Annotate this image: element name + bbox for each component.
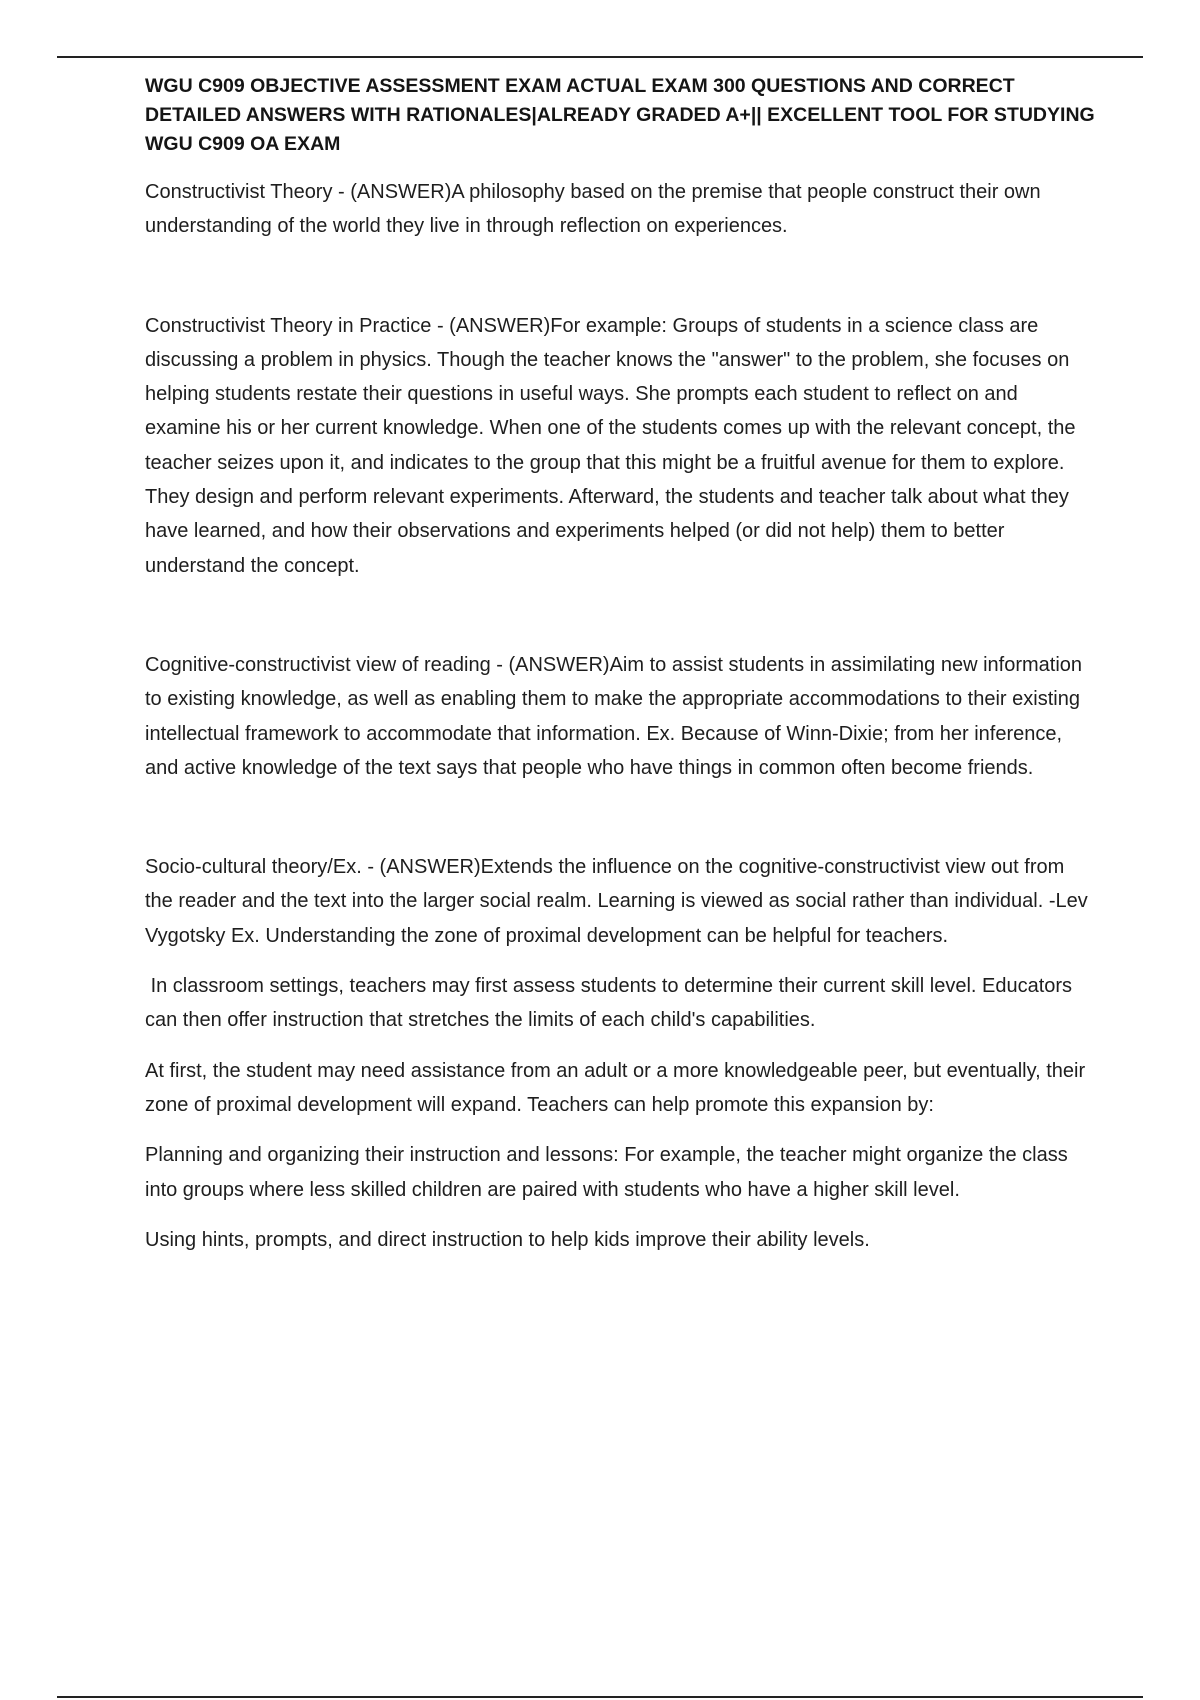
bottom-divider <box>57 1696 1143 1698</box>
paragraph-cognitive-constructivist: Cognitive-constructivist view of reading - (ANSWER)Aim to assist students in assimilating new information to existing knowledge, as well as enabling them to make the appropriate accommodations to their existing intellectual framework to accommodate that information. Ex. Because of Winn-Dixie; from her inference, and active knowledge of the text says that people who have things in common often become friends. <box>145 653 1083 779</box>
paragraph-socio-cultural-theory: Socio-cultural theory/Ex. - (ANSWER)Extends the influence on the cognitive-constructivist view out from the reader and the text into the larger social realm. Learning is viewed as social rather than individual. -Lev Vygotsky Ex. Understanding the zone of proximal development can be helpful for teachers. <box>145 856 1088 947</box>
paragraph-constructivist-practice: Constructivist Theory in Practice - (ANSWER)For example: Groups of students in a science class are discussing a problem in physics. Though the teacher knows the "answer" to the problem, she focuses on helping students restate their questions in useful ways. She prompts each student to reflect on and examine his or her current knowledge. When one of the students comes up with the relevant concept, the teacher seizes upon it, and indicates to the group that this might be a fruitful avenue for them to explore. They design and perform relevant experiments. Afterward, the students and teacher talk about what they have learned, and how their observations and experiments helped (or did not help) them to better understand the concept. <box>145 314 1076 577</box>
document-body <box>145 72 1095 1257</box>
top-divider <box>57 56 1143 58</box>
paragraph-classroom-settings: In classroom settings, teachers may first assess students to determine their current skill level. Educators can then offer instruction that stretches the limits of each child's capabilities. <box>145 975 1078 1032</box>
paragraph-planning-organizing: Planning and organizing their instruction and lessons: For example, the teacher might organize the class into groups where less skilled children are paired with students who have a higher skill level. <box>145 1144 1068 1201</box>
paragraph-constructivist-theory: Constructivist Theory - (ANSWER)A philosophy based on the premise that people construct their own understanding of the world they live in through reflection on experiences. <box>145 181 1041 238</box>
paragraph-hints-prompts: Using hints, prompts, and direct instruction to help kids improve their ability levels. <box>145 1228 870 1251</box>
paragraph-zone-expansion: At first, the student may need assistance from an adult or a more knowledgeable peer, but eventually, their zone of proximal development will expand. Teachers can help promote this expansion by: <box>145 1059 1086 1116</box>
document-title: WGU C909 OBJECTIVE ASSESSMENT EXAM ACTUAL EXAM 300 QUESTIONS AND CORRECT DETAILED ANSWERS WITH RATIONALES|ALREADY GRADED A+|| EXCELLENT TOOL FOR STUDYING WGU C909 OA EXAM <box>145 75 1095 155</box>
